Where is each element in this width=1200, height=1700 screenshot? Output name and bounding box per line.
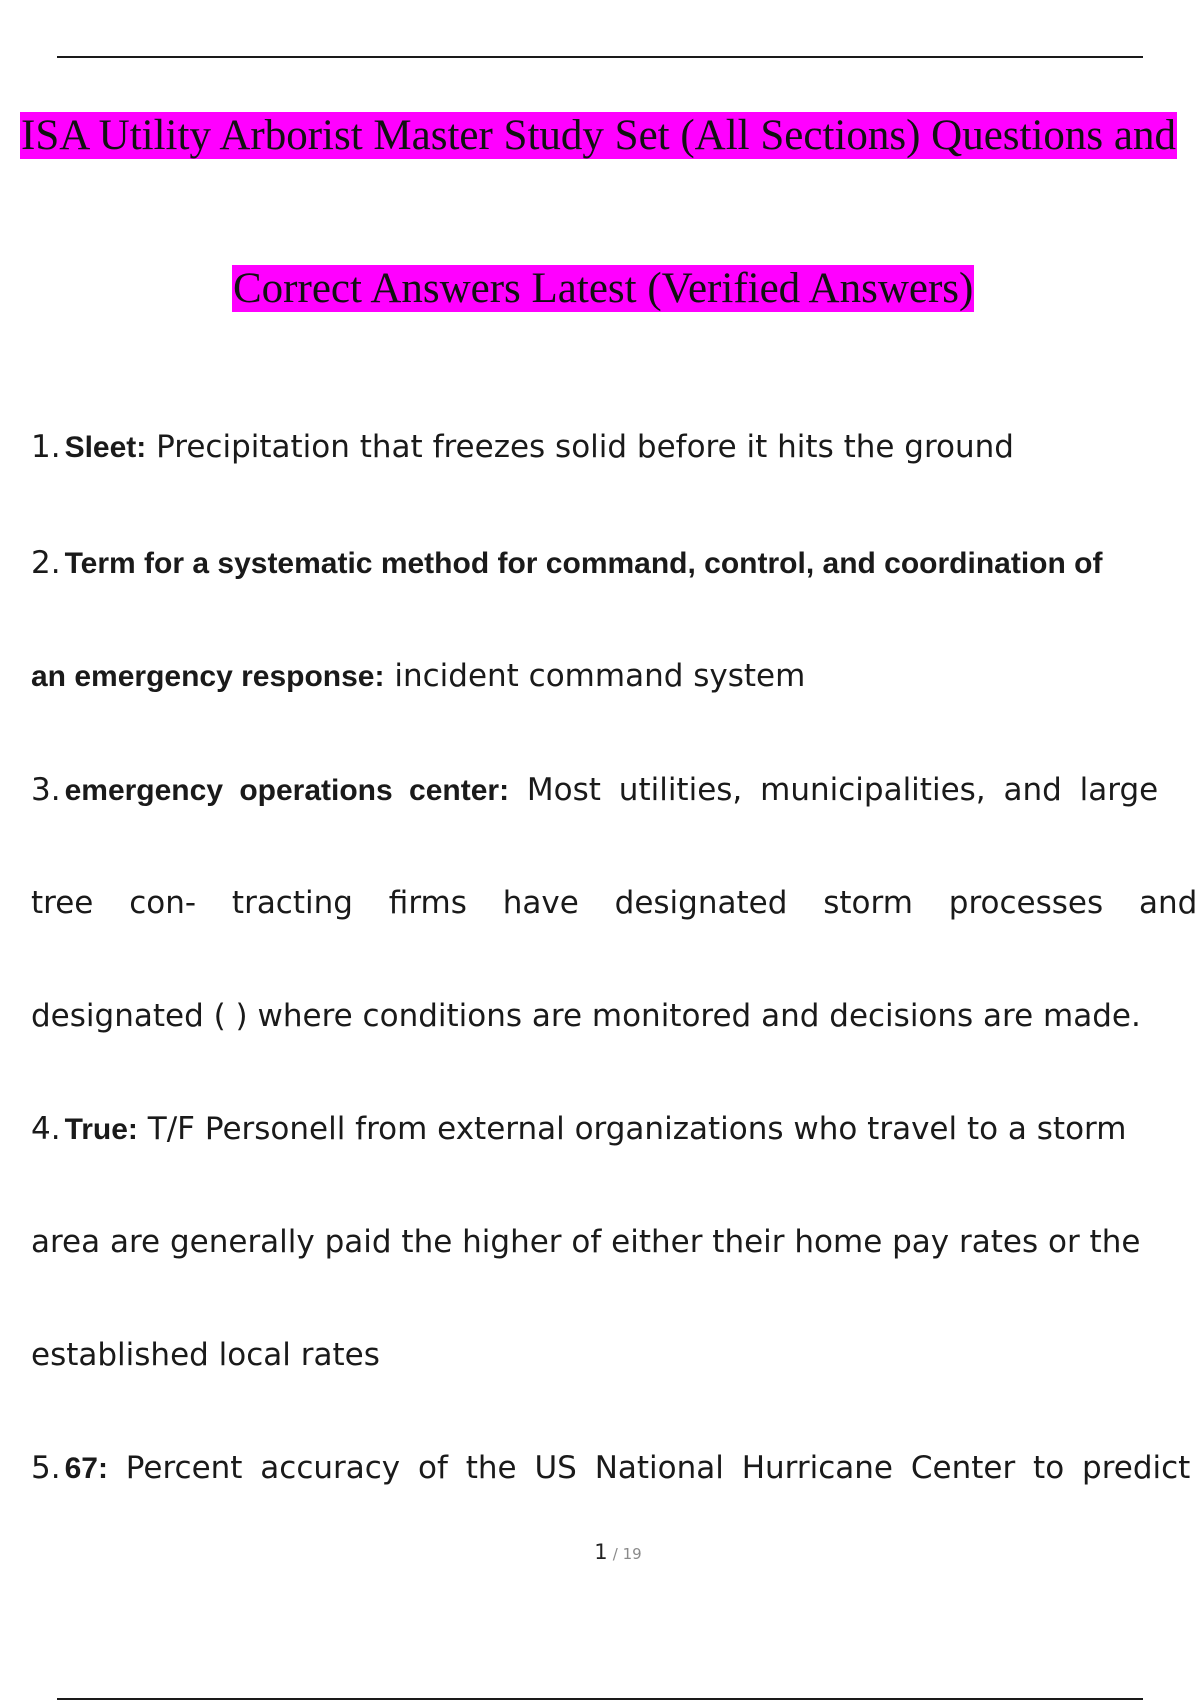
item-definition: Percent accuracy of the US National Hurricane Center to predict: [125, 1450, 1191, 1486]
question-item-4-line-2: [31, 1222, 1140, 1262]
question-item-2-line-2: [31, 656, 805, 697]
document-title-line-1: [20, 111, 1177, 161]
item-term: emergency operations center:: [64, 774, 510, 807]
item-number: 3.: [31, 772, 61, 808]
question-item-2-line-1: [31, 543, 1102, 584]
item-number: 1.: [31, 429, 61, 465]
title-highlight: ISA Utility Arborist Master Study Set (All Sections) Questions and: [21, 112, 1176, 159]
top-rule: [57, 56, 1143, 58]
item-term: an emergency response:: [31, 660, 385, 693]
question-item-3-line-1: [31, 770, 1158, 811]
item-definition: area are generally paid the higher of either their home pay rates or the: [31, 1224, 1141, 1260]
item-term: 67:: [64, 1452, 108, 1485]
page-total: / 19: [612, 1545, 642, 1563]
page-current: 1: [594, 1540, 608, 1564]
item-number: 5.: [31, 1450, 61, 1486]
item-definition: T/F Personell from external organizations who travel to a storm: [147, 1111, 1127, 1147]
page-number: [0, 1540, 1200, 1564]
question-item-3-line-2: [31, 883, 1197, 923]
item-term: Sleet:: [64, 431, 147, 464]
question-item-5-line-1: [31, 1448, 1190, 1489]
item-term: Term for a systematic method for command, control, and coordination of: [64, 547, 1103, 580]
item-number: 4.: [31, 1111, 61, 1147]
question-item-1: [31, 427, 1014, 468]
item-definition: tree con- tracting firms have designated storm processes and: [31, 885, 1198, 921]
question-item-4-line-1: [31, 1109, 1126, 1150]
item-definition: incident command system: [394, 658, 806, 694]
item-definition: Precipitation that freezes solid before it hits the ground: [156, 429, 1014, 465]
item-definition: designated ( ) where conditions are monitored and decisions are made.: [31, 998, 1141, 1034]
item-term: True:: [64, 1113, 138, 1146]
item-number: 2.: [31, 545, 61, 581]
item-definition: Most utilities, municipalities, and large: [526, 772, 1159, 808]
title-highlight: Correct Answers Latest (Verified Answers): [233, 265, 974, 312]
item-definition: established local rates: [31, 1337, 380, 1373]
question-item-4-line-3: [31, 1335, 380, 1375]
question-item-3-line-3: [31, 996, 1141, 1036]
document-title-line-2: [232, 264, 974, 314]
